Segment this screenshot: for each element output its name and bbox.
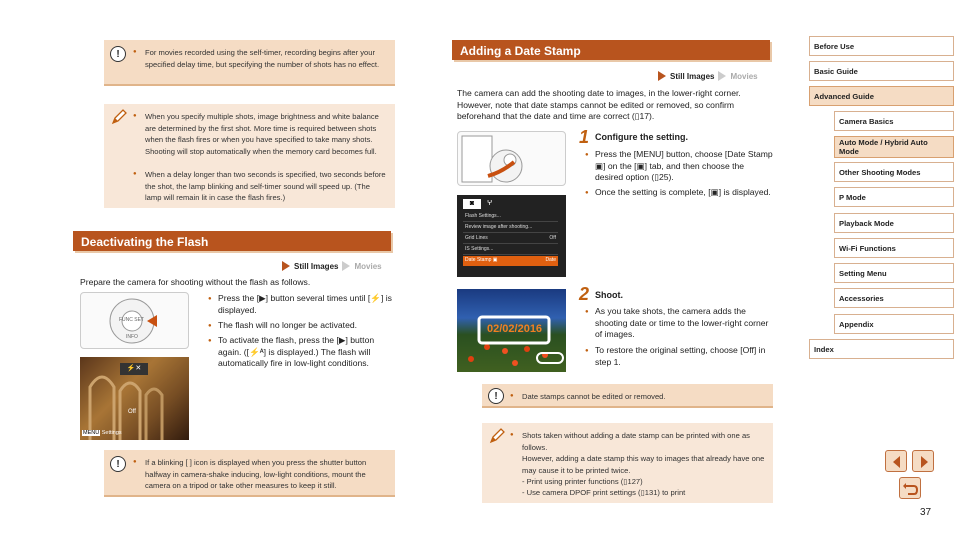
return-button[interactable] <box>899 477 921 499</box>
step2-bullet-2: ● To restore the original setting, choose [Off] in step 1. <box>595 345 773 368</box>
return-icon <box>900 478 922 500</box>
camera-tab-icon: ◙ <box>463 199 481 209</box>
menu-row-selected[interactable] <box>463 256 558 266</box>
nav-p-mode[interactable]: P Mode <box>834 187 954 207</box>
pencil-icon <box>488 427 506 445</box>
bullet-flash-2: ● The flash will no longer be activated. <box>218 320 396 332</box>
crumb-movies[interactable]: Movies <box>730 71 758 81</box>
menu-row[interactable] <box>463 223 558 233</box>
nav-camera-basics[interactable]: Camera Basics <box>834 111 954 131</box>
warning-icon: ! <box>110 46 126 62</box>
page-number: 37 <box>920 507 932 518</box>
section-title-deactivating-flash: Deactivating the Flash <box>73 231 391 251</box>
nav-appendix[interactable]: Appendix <box>834 314 954 334</box>
tip-dash-1: - Print using printer functions (▯127) <box>522 477 643 486</box>
triangle-icon <box>658 71 666 81</box>
step-number: 1 <box>579 127 590 147</box>
settings-tab-icon: ⵖ <box>487 200 493 207</box>
crumb-still-images[interactable]: Still Images <box>670 71 715 81</box>
camera-menu-screen <box>457 195 566 277</box>
nav-basic-guide[interactable]: Basic Guide <box>809 61 954 81</box>
section-title-date-stamp: Adding a Date Stamp <box>452 40 770 60</box>
arrow-left-icon <box>886 451 908 473</box>
note-text: ● If a blinking [ ] icon is displayed when you press the shutter button halfway in camera-shake inducing, low-light conditions, mount the camera on a tripod or take other measures to keep it still. <box>145 457 388 492</box>
menu-row[interactable] <box>463 212 558 222</box>
tip-box-print-date <box>482 423 773 503</box>
camera-menu-button-illustration <box>457 131 566 186</box>
menu-item-value: Off <box>549 235 556 241</box>
crumb-still-images[interactable]: Still Images <box>294 261 339 271</box>
menu-item-label: Date Stamp ▣ <box>465 257 498 263</box>
screen-menu-label <box>82 430 122 436</box>
triangle-icon <box>718 71 726 81</box>
menu-key: MENU <box>83 430 100 436</box>
menu-item-label: Grid Lines <box>465 235 488 241</box>
settings-label: Settings <box>101 430 122 436</box>
step1-bullet-2: ● Once the setting is complete, [▣] is displayed. <box>595 187 773 199</box>
tip-item-2: ● When a delay longer than two seconds is specified, two seconds before the shot, the lamp blinking and self-timer sound will speed up. (The lamp will remain lit in case the flash fires.) <box>145 169 388 204</box>
warning-icon: ! <box>110 456 126 472</box>
note-text: ● Date stamps cannot be edited or removed. <box>522 391 762 403</box>
bullet-flash-3: ● To activate the flash, press the [▶] button again. ([⚡ᴬ] is displayed.) The flash will automatically fire in low-light conditions. <box>218 335 396 370</box>
breadcrumb-right <box>658 71 758 81</box>
note-text: ● For movies recorded using the self-timer, recording begins after your specified delay time, but specifying the number of shots has no effect. <box>145 47 385 70</box>
step-number: 2 <box>579 284 590 304</box>
date-stamp-sample-photo <box>457 289 566 372</box>
nav-setting-menu[interactable]: Setting Menu <box>834 263 954 283</box>
menu-item-label: IS Settings... <box>465 246 494 252</box>
note-box-self-timer <box>104 40 395 86</box>
nav-other-shooting-modes[interactable]: Other Shooting Modes <box>834 162 954 182</box>
flash-off-icon: ⚡✕ <box>120 363 148 375</box>
nav-wifi-functions[interactable]: Wi-Fi Functions <box>834 238 954 258</box>
date-stamp-intro: The camera can add the shooting date to images, in the lower-right corner. However, note that date stamps cannot be edited or removed, so confirm beforehand that the date and time are correct (▯17). <box>457 88 741 122</box>
warning-icon: ! <box>488 388 504 404</box>
menu-item-label: Review image after shooting... <box>465 224 533 230</box>
tip-box-shots <box>104 104 395 208</box>
menu-item-label: Flash Settings... <box>465 213 501 219</box>
step-title: Shoot. <box>595 290 623 300</box>
bullet-flash-1: ● Press the [▶] button several times until [⚡] is displayed. <box>218 293 396 316</box>
menu-row[interactable] <box>463 234 558 244</box>
breadcrumb-left <box>282 261 382 271</box>
tip-dash-2: - Use camera DPOF print settings (▯131) to print <box>522 488 686 497</box>
crumb-movies[interactable]: Movies <box>354 261 382 271</box>
nav-auto-mode[interactable]: Auto Mode / Hybrid Auto Mode <box>834 136 954 158</box>
note-box-date-stamp <box>482 384 773 408</box>
nav-playback-mode[interactable]: Playback Mode <box>834 213 954 233</box>
camera-dial-illustration <box>80 292 189 349</box>
nav-accessories[interactable]: Accessories <box>834 288 954 308</box>
nav-index[interactable]: Index <box>809 339 954 359</box>
nav-before-use[interactable]: Before Use <box>809 36 954 56</box>
menu-item-value: Date <box>545 257 556 263</box>
prev-page-button[interactable] <box>885 450 907 472</box>
photo-date-overlay: 02/02/2016 <box>487 323 543 335</box>
tip-bullet: ● Shots taken without adding a date stamp can be printed with one as follows. <box>522 430 765 453</box>
dial-info-label: INFO <box>126 334 138 340</box>
triangle-icon <box>282 261 290 271</box>
pencil-icon <box>110 108 128 126</box>
camera-screen-flash-off <box>80 357 189 440</box>
step2-bullet-1: ● As you take shots, the camera adds the shooting date or time to the lower-right corner of images. <box>595 306 773 341</box>
note-box-blinking <box>104 450 395 497</box>
dial-func-set-label: FUNC SET <box>119 317 144 323</box>
triangle-icon <box>342 261 350 271</box>
tip-line-2: However, adding a date stamp this way to images that already have one may cause it to be printed twice. <box>522 454 765 475</box>
step1-bullet-1: ● Press the [MENU] button, choose [Date Stamp ▣] on the [▣] tab, and then choose the desired option (▯25). <box>595 149 773 184</box>
tip-item-1: ● When you specify multiple shots, image brightness and white balance are determined by the first shot. More time is required between shots when the flash fires or when you have specified to take many shots. Shooting will stop automatically when the memory card becomes full. <box>145 111 388 157</box>
menu-row[interactable] <box>463 245 558 255</box>
step-title: Configure the setting. <box>595 132 688 142</box>
nav-advanced-guide[interactable]: Advanced Guide <box>809 86 954 106</box>
next-page-button[interactable] <box>912 450 934 472</box>
intro-text: Prepare the camera for shooting without the flash as follows. <box>80 277 311 287</box>
screen-off-label: Off <box>128 409 136 415</box>
arrow-right-icon <box>913 451 935 473</box>
